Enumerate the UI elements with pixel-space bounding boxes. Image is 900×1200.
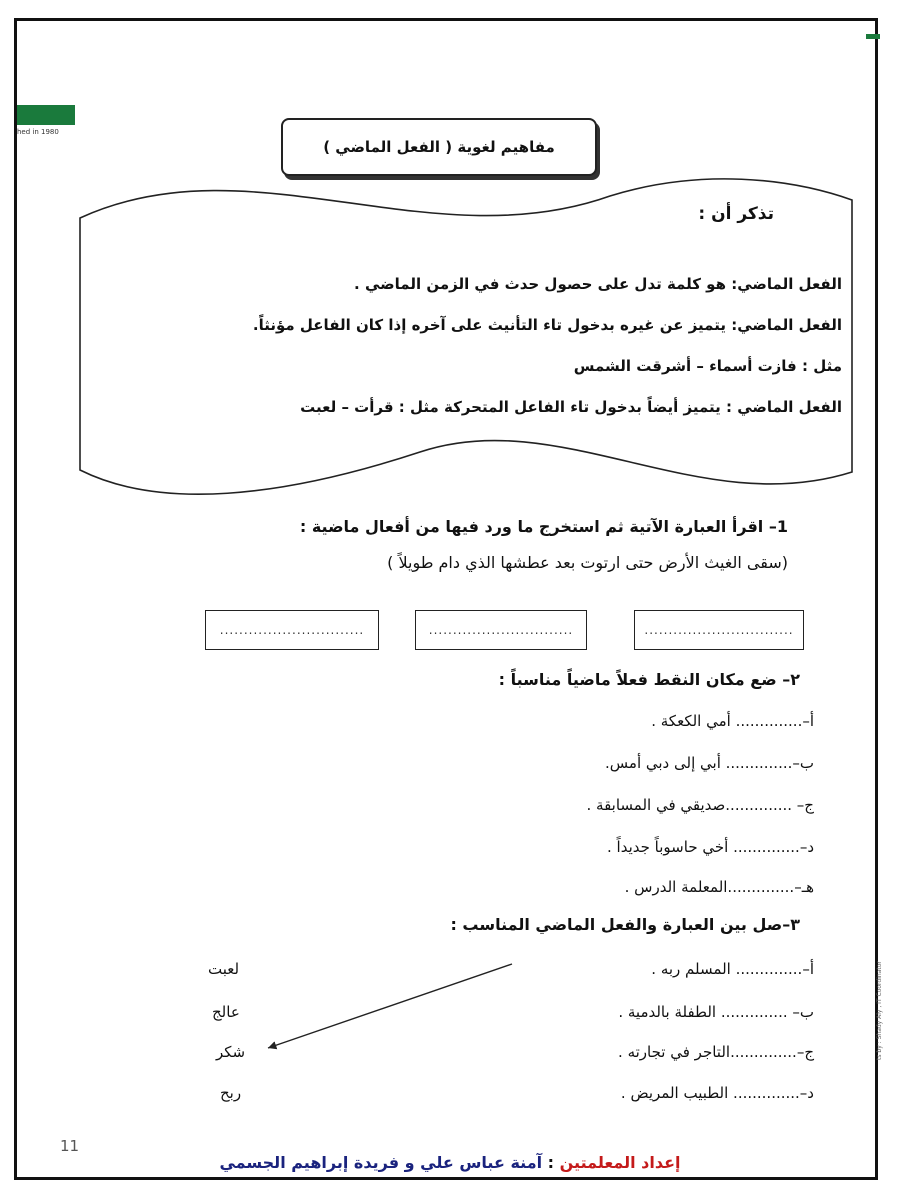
answer-box-3[interactable]: ............................... xyxy=(634,610,804,650)
question-3-item-a: أ–.............. المسلم ربه . xyxy=(651,960,814,978)
question-1-title: 1– اقرأ العبارة الآتية ثم استخرج ما ورد فيها من أفعال ماضية : xyxy=(299,517,788,536)
question-2-item-b: ب–.............. أبي إلى دبي أمس. xyxy=(605,754,814,772)
definition-line-1: الفعل الماضي: هو كلمة تدل على حصول حدث في الزمن الماضي . xyxy=(354,275,842,293)
choice-2: عالج xyxy=(212,1003,240,1021)
footer-credits xyxy=(0,1153,900,1172)
question-2-item-e: هـ–..............المعلمة الدرس . xyxy=(624,878,814,896)
question-2-item-d: د–.............. أخي حاسوباً جديداً . xyxy=(607,838,814,856)
question-3-title: ٣–صل بين العبارة والفعل الماضي المناسب : xyxy=(450,915,800,934)
page-number: 11 xyxy=(60,1137,80,1155)
footer-separator: : xyxy=(542,1153,560,1172)
footer-names: آمنة عباس علي و فريدة إبراهيم الجسمي xyxy=(219,1153,543,1172)
answer-box-1[interactable]: .............................. xyxy=(205,610,379,650)
footer-label: إعداد المعلمتين xyxy=(559,1153,681,1172)
question-3-item-d: د–.............. الطبيب المريض . xyxy=(620,1084,814,1102)
definition-line-2: الفعل الماضي: يتميز عن غيره بدخول تاء التأنيث على آخره إذا كان الفاعل مؤنثاً. xyxy=(252,316,842,334)
established-text: hed in 1980 xyxy=(17,128,59,136)
side-credit-note: ts by : Shady Aly , IT Coordinator xyxy=(876,961,883,1060)
choice-4: ربح xyxy=(220,1084,242,1102)
definition-line-3: الفعل الماضي : يتميز أيضاً بدخول تاء الفاعل المتحركة مثل : قرأت – لعبت xyxy=(300,398,842,416)
question-1-sentence: (سقى الغيث الأرض حتى ارتوت بعد عطشها الذي دام طويلاً ) xyxy=(387,553,788,572)
question-3-item-b: ب– .............. الطفلة بالدمية . xyxy=(618,1003,814,1021)
question-2-item-a: أ–.............. أمي الكعكة . xyxy=(651,712,814,730)
question-2-item-c: ج– ..............صديقي في المسابقة . xyxy=(586,796,814,814)
arrow-line xyxy=(268,964,512,1048)
choice-3: شكر xyxy=(216,1043,246,1061)
answer-box-2[interactable]: .............................. xyxy=(415,610,587,650)
question-3-item-c: ج–..............التاجر في تجارته . xyxy=(618,1043,814,1061)
page-title-text: مفاهيم لغوية ( الفعل الماضي ) xyxy=(323,138,555,156)
remember-heading: تذكر أن : xyxy=(698,204,774,224)
question-2-title: ٢– ضع مكان النقط فعلاً ماضياً مناسباً : xyxy=(498,670,800,689)
choice-1: لعبت xyxy=(208,960,240,978)
example-line: مثل : فازت أسماء – أشرقت الشمس xyxy=(573,357,842,375)
